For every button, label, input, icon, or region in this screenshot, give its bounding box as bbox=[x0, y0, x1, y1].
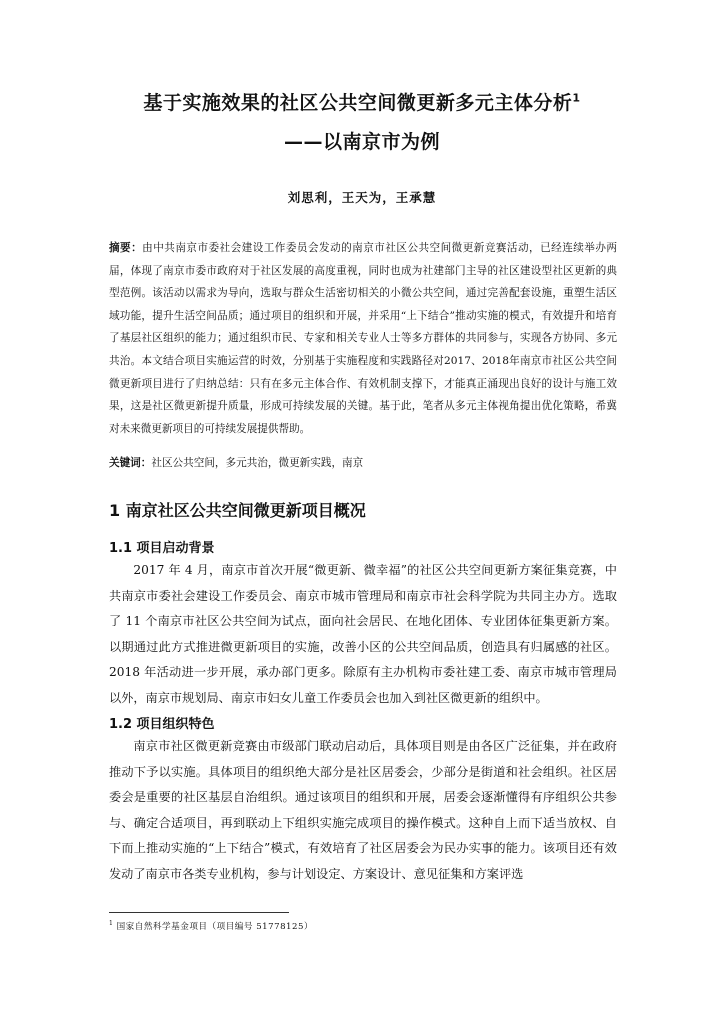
title-footnote-marker: 1 bbox=[572, 91, 581, 105]
keywords bbox=[109, 455, 617, 470]
abstract-label: 摘要： bbox=[109, 242, 143, 254]
section-1-2-text: 南京市社区微更新竞赛由市级部门联动启动后，具体项目则是由各区广泛征集，并在政府推动下予以实施。具体项目的组织绝大部分是社区居委会，少部分是街道和社会组织。社区居委会是重要的社区基层自治组织。通过该项目的组织和开展，居委会逐渐懂得有序组织公共参与、确定合适项目，再到联动上下组织实施完成项目的操作模式。这种自上而下适当放权、自下而上推动实施的“上下结合”模式，有效培育了社区居委会为民办实事的能力。该项目还有效发动了南京市各类专业机构，参与计划设定、方案设计、意见征集和方案评选 bbox=[109, 739, 617, 881]
section-1-2-heading: 1.2 项目组织特色 bbox=[109, 717, 215, 732]
section-1-heading: 1 南京社区公共空间微更新项目概况 bbox=[109, 501, 366, 520]
footnote-marker: 1 bbox=[109, 920, 114, 928]
abstract-text: 由中共南京市委社会建设工作委员会发动的南京市社区公共空间微更新竞赛活动，已经连续举办两届，体现了南京市委市政府对于社区发展的高度重视，同时也成为社建部门主导的社区建设型社区更新的典型范例。该活动以需求为导向，选取与群众生活密切相关的小微公共空间，通过完善配套设施，重塑生活区域功能，提升生活空间品质；通过项目的组织和开展，并采用“上下结合”推动实施的模式，有效提升和培育了基层社区组织的能力；通过组织市民、专家和相关专业人士等多方群体的共同参与，实现各方协同、多元共治。本文结合项目实施运营的时效，分别基于实施程度和实践路径对2017、2018年南京市社区公共空间微更新项目进行了归纳总结：只有在多元主体合作、有效机制支撑下，才能真正涌现出良好的设计与施工效果，这是社区微更新提升质量，形成可持续发展的关键。基于此，笔者从多元主体视角提出优化策略，希冀对未来微更新项目的可持续发展提供帮助。 bbox=[109, 242, 618, 435]
authors: 刘思利，王天为，王承慧 bbox=[287, 190, 437, 205]
footnote bbox=[109, 920, 313, 932]
paper-title bbox=[0, 88, 724, 115]
footnote-divider bbox=[109, 912, 289, 913]
keywords-text: 社区公共空间，多元共治，微更新实践，南京 bbox=[151, 457, 364, 469]
abstract bbox=[109, 237, 617, 440]
paper-subtitle: ——以南京市为例 bbox=[283, 131, 440, 153]
section-1-1-text: 2017 年 4 月，南京市首次开展“微更新、微幸福”的社区公共空间更新方案征集竞赛，中共南京市委社会建设工作委员会、南京市城市管理局和南京市社会科学院为共同主办方。选取了 11 个南京市社区公共空间为试点，面向社会居民、在地化团体、专业团体征集更新方案。以期通过此方式推进微更新项目的实施，改善小区的公共空间品质，创造具有归属感的社区。2018 年活动进一步开展，承办部门更多。除原有主办机构市委社建工委、南京市城市管理局以外，南京市规划局、南京市妇女儿童工作委员会也加入到社区微更新的组织中。 bbox=[109, 563, 617, 705]
title-line1: 基于实施效果的社区公共空间微更新多元主体分析 bbox=[143, 92, 573, 114]
keywords-label: 关键词： bbox=[109, 457, 152, 469]
section-1-1-heading: 1.1 项目启动背景 bbox=[109, 541, 215, 556]
footnote-text: 国家自然科学基金项目（项目编号 51778125） bbox=[116, 922, 314, 932]
